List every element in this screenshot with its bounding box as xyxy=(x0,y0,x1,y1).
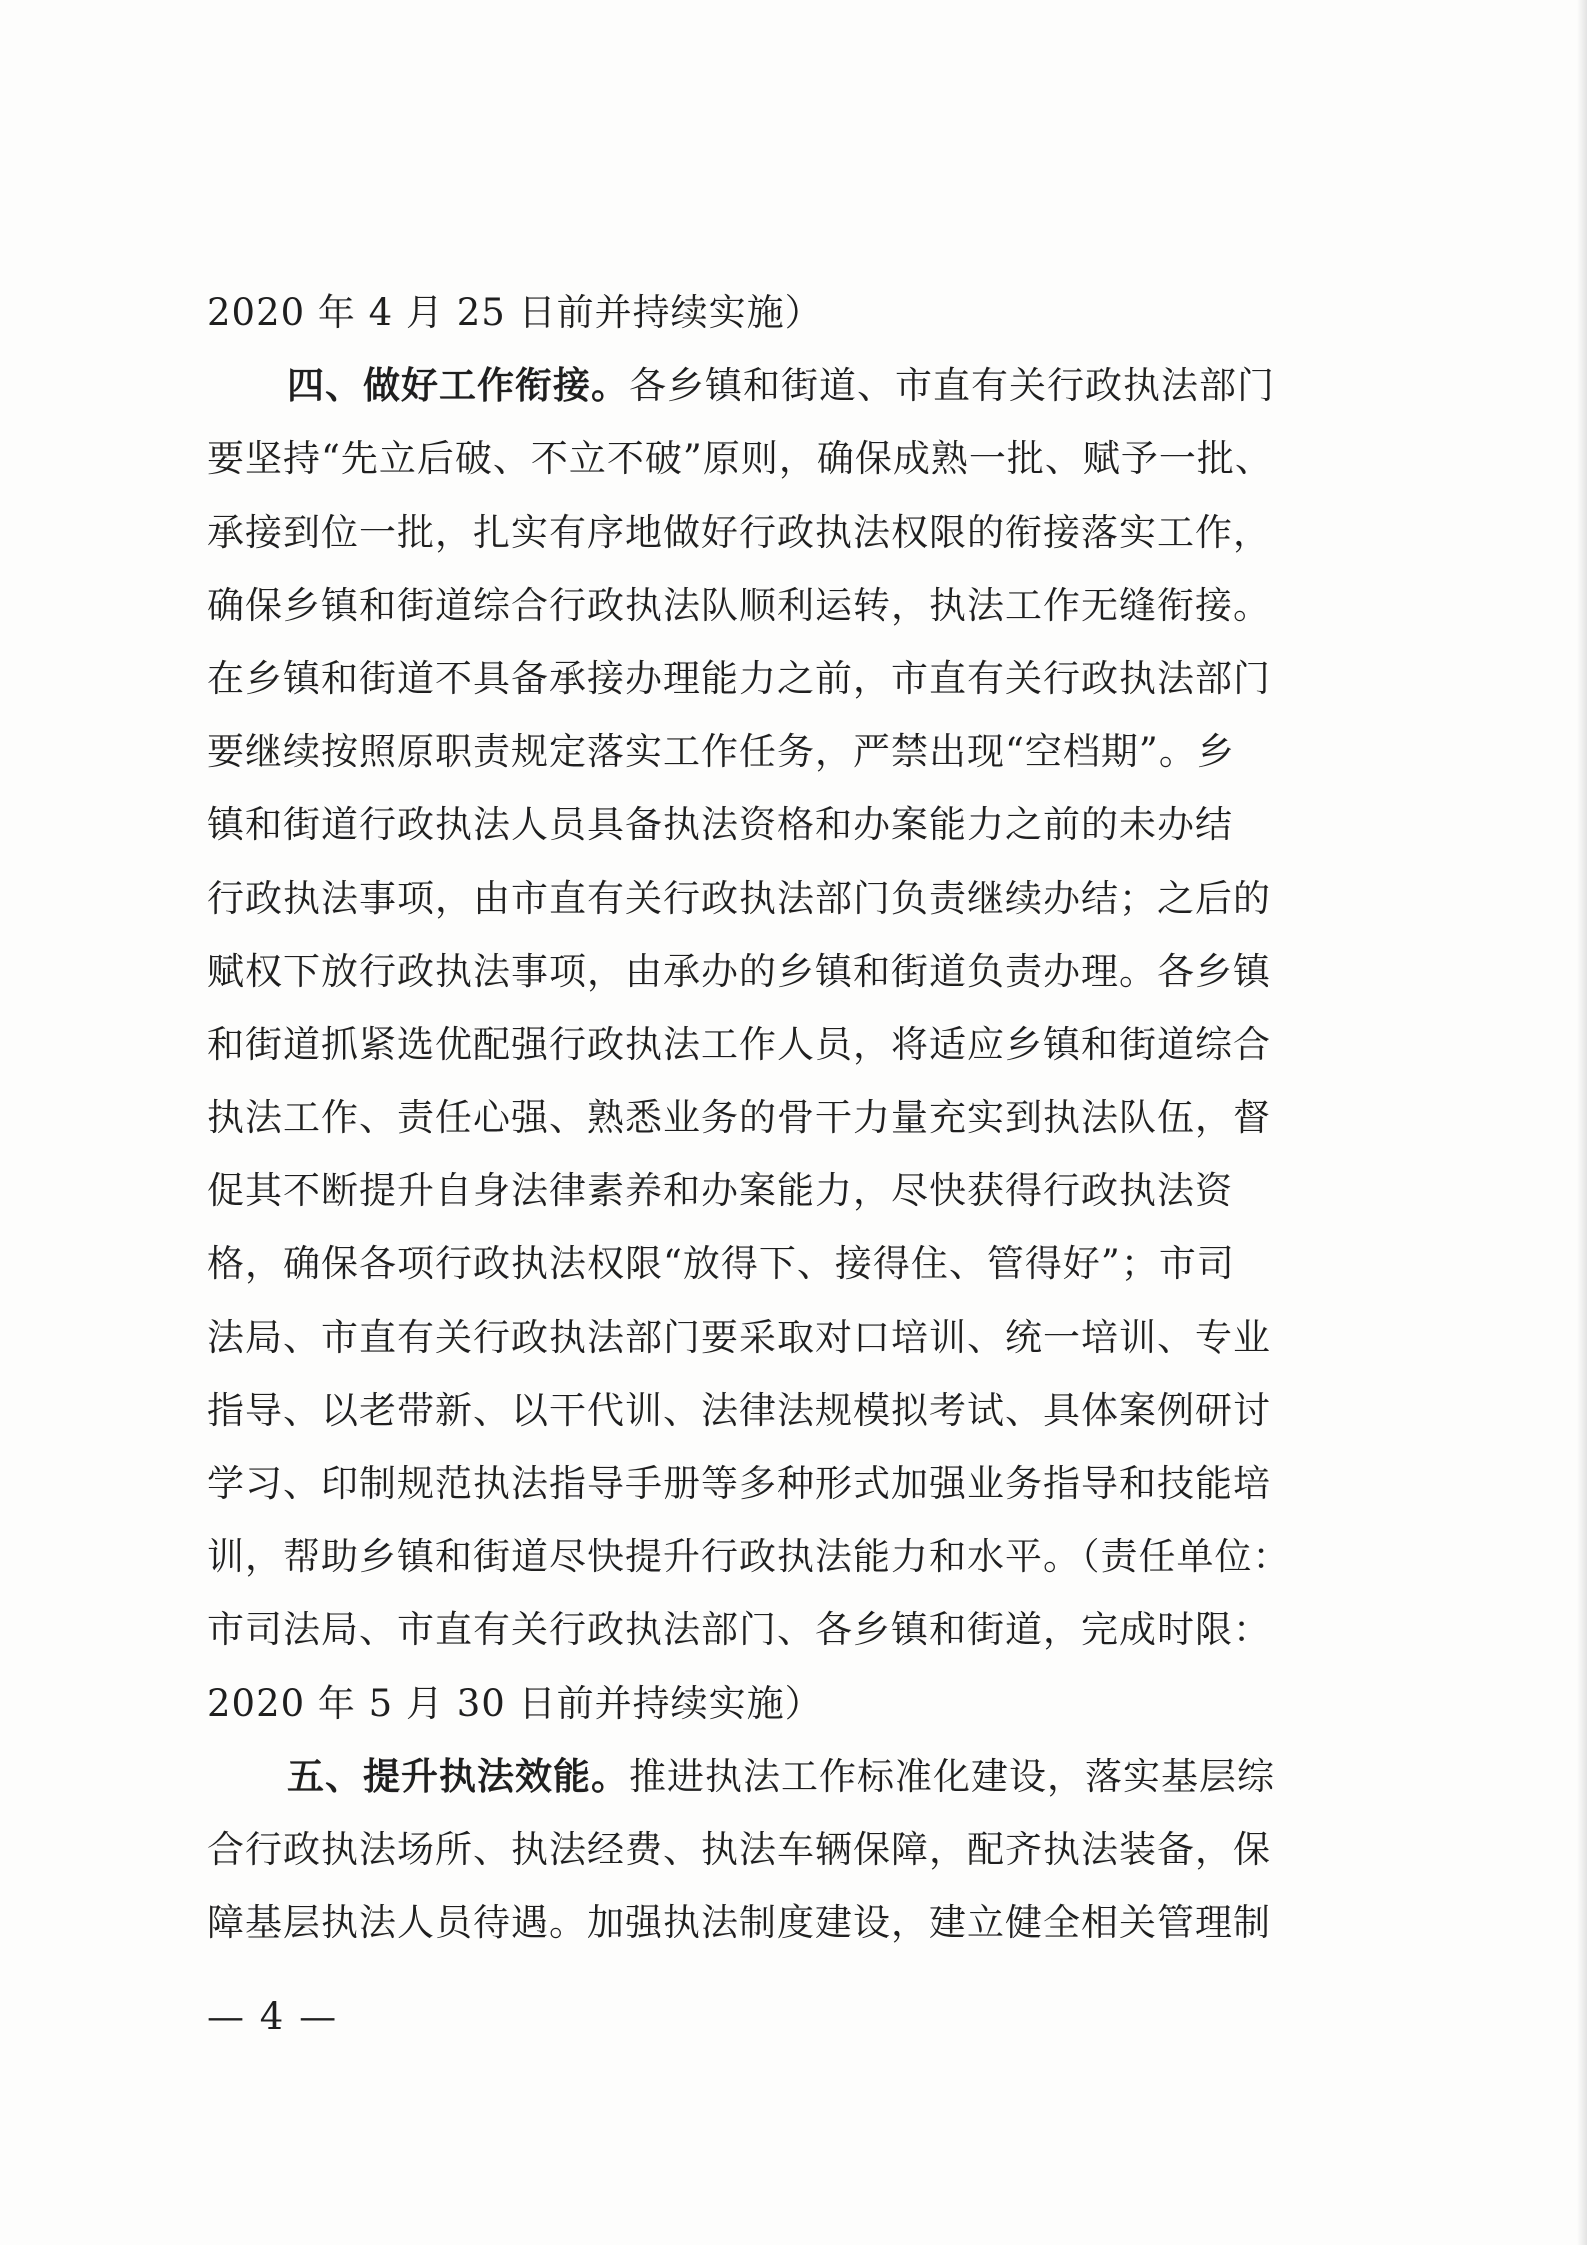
document-body xyxy=(207,276,1387,1959)
section-5-first-line xyxy=(207,1740,1387,1813)
text-line: 障基层执法人员待遇。加强执法制度建设，建立健全相关管理制 xyxy=(207,1901,1271,1945)
text-line: 训，帮助乡镇和街道尽快提升行政执法能力和水平。（责任单位： xyxy=(207,1535,1291,1579)
scan-edge-shadow xyxy=(1577,0,1587,2245)
text-line: 镇和街道行政执法人员具备执法资格和办案能力之前的未办结 xyxy=(207,803,1233,847)
text-line: 赋权下放行政执法事项，由承办的乡镇和街道负责办理。各乡镇 xyxy=(207,949,1271,993)
text-line: 执法工作、责任心强、熟悉业务的骨干力量充实到执法队伍，督 xyxy=(207,1096,1271,1140)
section-4-first-line-text: 各乡镇和街道、市直有关行政执法部门 xyxy=(629,364,1275,408)
text-line: 在乡镇和街道不具备承接办理能力之前，市直有关行政执法部门 xyxy=(207,656,1271,700)
text-line: 行政执法事项，由市直有关行政执法部门负责继续办结；之后的 xyxy=(207,876,1271,920)
section-4-heading: 四、做好工作衔接。 xyxy=(287,364,629,408)
text-line: 格，确保各项行政执法权限“放得下、接得住、管得好”；市司 xyxy=(207,1242,1235,1286)
text-line: 要继续按照原职责规定落实工作任务，严禁出现“空档期”。乡 xyxy=(207,730,1235,774)
text-line: 2020 年 4 月 25 日前并持续实施） xyxy=(207,291,823,334)
section-5-first-line-text: 推进执法工作标准化建设，落实基层综 xyxy=(629,1754,1275,1798)
text-line: 促其不断提升自身法律素养和办案能力，尽快获得行政执法资 xyxy=(207,1169,1233,1213)
section-5-heading: 五、提升执法效能。 xyxy=(287,1754,629,1798)
text-line: 和街道抓紧选优配强行政执法工作人员，将适应乡镇和街道综合 xyxy=(207,1022,1271,1066)
text-line: 法局、市直有关行政执法部门要采取对口培训、统一培训、专业 xyxy=(207,1315,1271,1359)
text-line: 要坚持“先立后破、不立不破”原则，确保成熟一批、赋予一批、 xyxy=(207,437,1273,481)
page-number: — 4 — xyxy=(207,1995,339,2038)
text-line: 确保乡镇和街道综合行政执法队顺利运转，执法工作无缝衔接。 xyxy=(207,583,1271,627)
text-line: 2020 年 5 月 30 日前并持续实施） xyxy=(207,1681,823,1725)
text-line: 指导、以老带新、以干代训、法律法规模拟考试、具体案例研讨 xyxy=(207,1388,1271,1432)
text-line: 承接到位一批，扎实有序地做好行政执法权限的衔接落实工作， xyxy=(207,510,1271,554)
text-line: 市司法局、市直有关行政执法部门、各乡镇和街道，完成时限： xyxy=(207,1608,1271,1652)
text-line: 学习、印制规范执法指导手册等多种形式加强业务指导和技能培 xyxy=(207,1462,1271,1505)
section-4-first-line xyxy=(207,349,1387,422)
text-line: 合行政执法场所、执法经费、执法车辆保障，配齐执法装备，保 xyxy=(207,1827,1271,1871)
